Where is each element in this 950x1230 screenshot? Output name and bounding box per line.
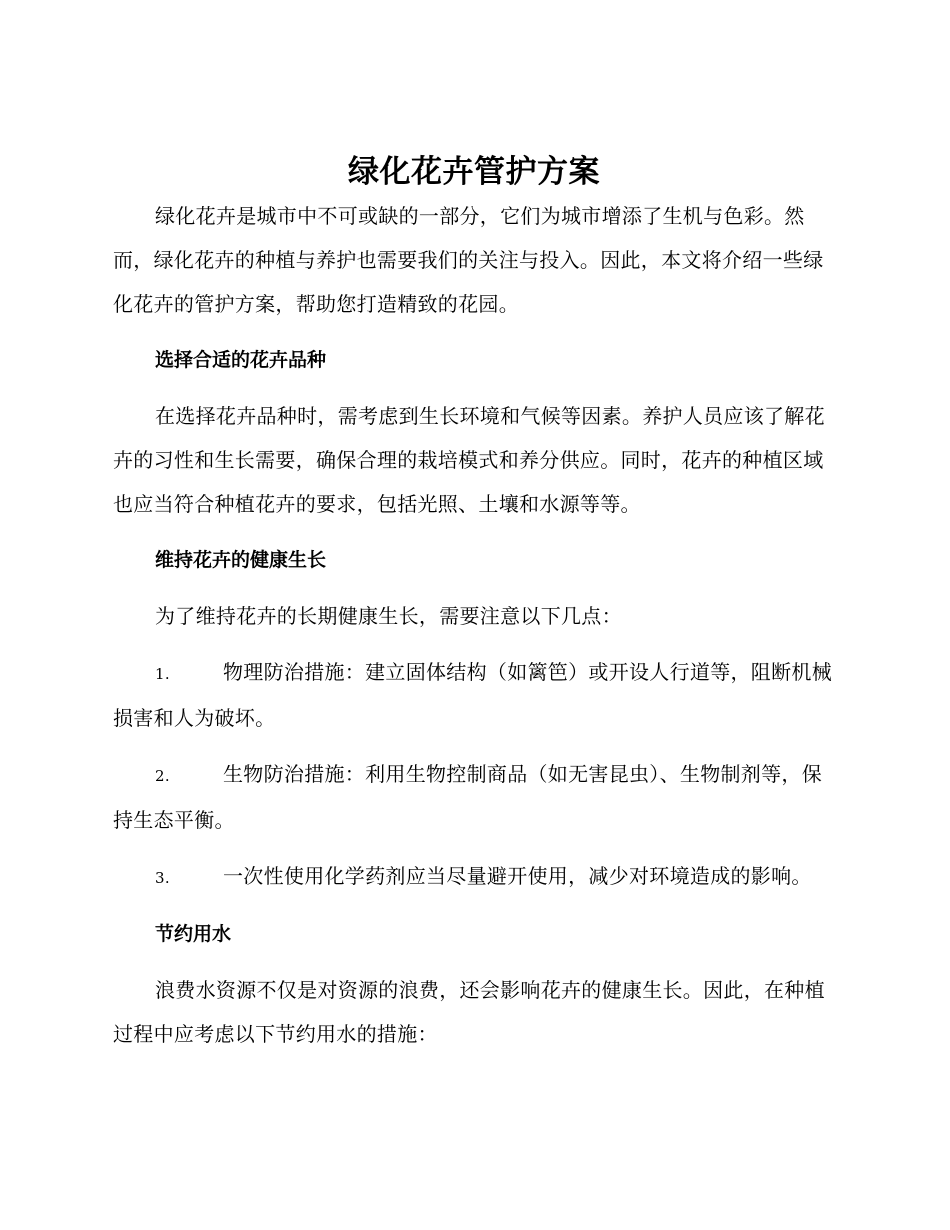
list-item-number: 1. (155, 665, 170, 683)
spacer (113, 326, 835, 338)
section-paragraph-healthy-growth: 为了维持花卉的长期健康生长，需要注意以下几点： (155, 604, 622, 628)
section-heading-water-saving: 节约用水 (155, 923, 232, 945)
spacer (113, 382, 835, 394)
spacer (113, 582, 835, 594)
list-item-text: 生物防治措施：利用生物控制商品（如无害昆虫）、生物制剂等，保持生态平衡。 (113, 762, 822, 832)
list-item-number: 2. (155, 767, 170, 785)
section-heading-healthy-growth: 维持花卉的健康生长 (155, 549, 327, 571)
list-item-text: 一次性使用化学药剂应当尽量避开使用，减少对环境造成的影响。 (223, 864, 812, 888)
intro-paragraph: 绿化花卉是城市中不可或缺的一部分，它们为城市增添了生机与色彩。然而，绿化花卉的种植与养护也需要我们的关注与投入。因此，本文将介绍一些绿化花卉的管护方案，帮助您打造精致的花园。 (113, 204, 824, 316)
list-item-text: 物理防治措施：建立固体结构（如篱笆）或开设人行道等，阻断机械损害和人为破坏。 (113, 660, 832, 730)
spacer (113, 900, 835, 912)
document-title: 绿化花卉管护方案 (348, 154, 600, 190)
spacer (113, 638, 835, 650)
spacer (113, 842, 835, 854)
section-heading-flower-selection: 选择合适的花卉品种 (155, 349, 327, 371)
section-paragraph-flower-selection: 在选择花卉品种时，需考虑到生长环境和气候等因素。养护人员应该了解花卉的习性和生长需要，确保合理的栽培模式和养分供应。同时，花卉的种植区域也应当符合种植花卉的要求，包括光照、土壤和水源等等。 (113, 404, 825, 516)
document-page (113, 150, 835, 1056)
list-item-number: 3. (155, 869, 170, 887)
list-item (113, 752, 835, 842)
spacer (113, 956, 835, 968)
spacer (113, 740, 835, 752)
list-item (113, 854, 835, 900)
section-paragraph-water-saving: 浪费水资源不仅是对资源的浪费，还会影响花卉的健康生长。因此，在种植过程中应考虑以下节约用水的措施： (113, 978, 825, 1046)
list-item (113, 650, 835, 740)
spacer (113, 526, 835, 538)
